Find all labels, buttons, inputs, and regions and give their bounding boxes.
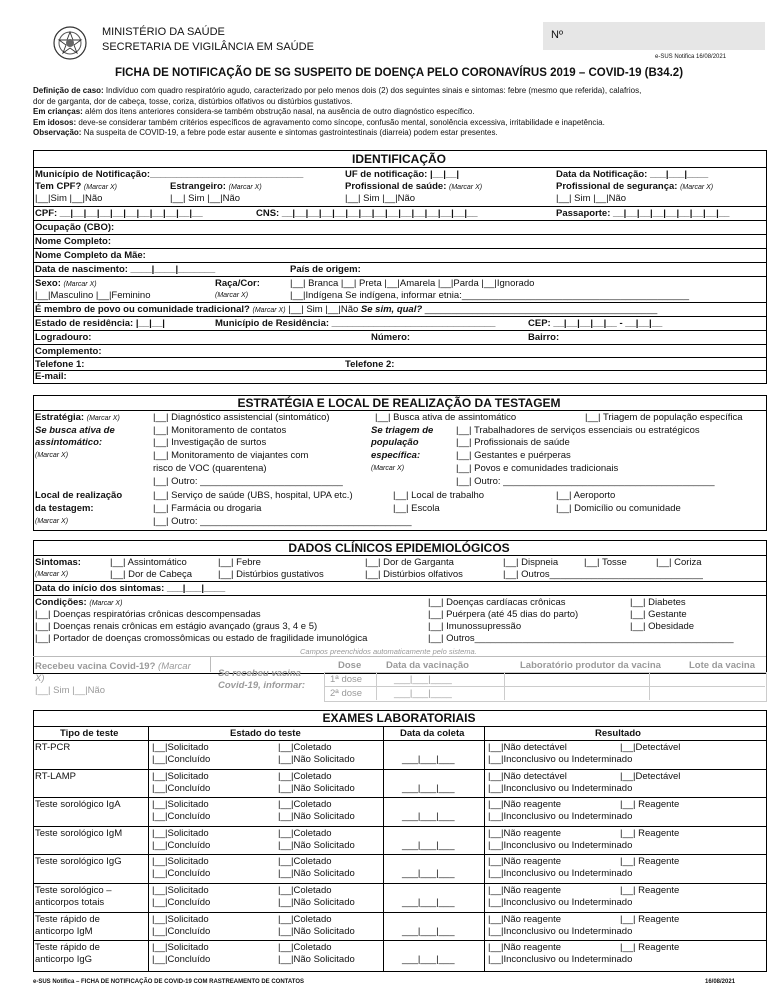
row-divider [33, 826, 766, 827]
exam-opt-concluido[interactable]: |__|Concluído [152, 839, 211, 851]
vacina-x: X) [35, 673, 45, 684]
cond-diabetes[interactable]: |__| Diabetes [630, 597, 686, 608]
coat-of-arms-icon [52, 25, 88, 61]
estrategia-label: Estratégia: [35, 412, 85, 423]
exam-result-inconclusive[interactable]: |__|Inconclusivo ou Indeterminado [488, 954, 633, 966]
exames-title: EXAMES LABORATORIAIS [322, 711, 476, 725]
exam-type: Teste sorológico – [35, 885, 112, 896]
exam-result-negative[interactable]: |__|Não detectável [488, 742, 567, 753]
case-definitions [33, 86, 765, 139]
data-vacinacao-header: Data da vacinação [386, 660, 469, 671]
estrangeiro-options[interactable]: |__| Sim |__|Não [170, 193, 241, 204]
busca-opt-contatos[interactable]: |__| Monitoramento de contatos [153, 425, 287, 436]
se-recebeu-1: Se recebeu vacina [218, 668, 301, 679]
exam-result-negative[interactable]: |__|Não reagente [488, 913, 562, 925]
se-recebeu-2: Covid-19, informar: [218, 680, 306, 691]
exam-opt-concluido[interactable]: |__|Concluído [152, 811, 211, 823]
local-label-2: da testagem: [35, 503, 94, 514]
nome-mae-field[interactable]: Nome Completo da Mãe: [35, 250, 146, 261]
busca-opt-voc: risco de VOC (quarentena) [153, 463, 267, 474]
sintoma-tosse[interactable]: |__| Tosse [584, 557, 627, 568]
exam-opt-coletado[interactable]: |__|Coletado [278, 742, 332, 753]
estado-res-field[interactable]: Estado de residência: |__|__| [35, 318, 165, 329]
povo-line[interactable]: ____________________________________________ [424, 304, 658, 315]
cond-puerpera[interactable]: |__| Puérpera (até 45 dias do parto) [428, 609, 579, 620]
exam-result-positive[interactable]: |__| Reagente [620, 827, 680, 839]
cond-gestante[interactable]: |__| Gestante [630, 609, 687, 620]
exam-result-inconclusive[interactable]: |__|Inconclusivo ou Indeterminado [488, 754, 633, 765]
dose-2-date[interactable]: ___|___|____ [394, 688, 452, 699]
sintoma-dor-cabeca[interactable]: |__| Dor de Cabeça [110, 569, 193, 580]
row-divider [33, 769, 766, 770]
row-divider [33, 883, 766, 884]
exam-type-line2: anticorpos totais [35, 897, 105, 908]
exam-opt-nao-solicitado[interactable]: |__|Não Solicitado [278, 868, 355, 880]
sintomas-label: Sintomas: [35, 557, 81, 568]
triagem-opt-profissionais[interactable]: |__| Profissionais de saúde [456, 437, 570, 448]
estrangeiro-label: Estrangeiro: [170, 181, 226, 192]
dose-header: Dose [338, 660, 362, 671]
triagem-label-3: específica: [371, 450, 421, 461]
prof-saude-options[interactable]: |__| Sim |__|Não [345, 193, 416, 204]
bairro-field[interactable]: Bairro: [528, 332, 560, 343]
exam-opt-coletado[interactable]: |__|Coletado [278, 770, 332, 782]
exam-date[interactable]: ___|___|___ [402, 811, 455, 823]
exam-result-inconclusive[interactable]: |__|Inconclusivo ou Indeterminado [488, 839, 633, 851]
exam-opt-solicitado[interactable]: |__|Solicitado [152, 942, 209, 954]
exam-opt-concluido[interactable]: |__|Concluído [152, 782, 211, 794]
cond-renais[interactable]: |__| Doenças renais crônicas em estágio avançado (graus 3, 4 e 5) [35, 621, 318, 632]
data-notif[interactable]: Data da Notificação: ___|___|____ [556, 169, 709, 180]
clinicos-title: DADOS CLÍNICOS EPIDEMIOLÓGICOS [288, 541, 510, 555]
exam-opt-nao-solicitado[interactable]: |__|Não Solicitado [278, 754, 355, 765]
email-field[interactable]: E-mail: [35, 371, 67, 382]
data-header: Data da coleta [400, 728, 465, 739]
sintoma-dispneia[interactable]: |__| Dispneia [503, 557, 559, 568]
triagem-label-2: população [371, 437, 419, 448]
exam-result-positive[interactable]: |__| Reagente [620, 856, 680, 868]
resultado-header: Resultado [595, 728, 641, 739]
dose-1-label: 1ª dose [330, 674, 363, 685]
secretariat-name: SECRETARIA DE VIGILÂNCIA EM SAÚDE [102, 41, 314, 53]
dose-2-label: 2ª dose [330, 688, 363, 699]
exam-opt-coletado[interactable]: |__|Coletado [278, 827, 332, 839]
telefone1-field[interactable]: Telefone 1: [35, 359, 85, 370]
number-label: Nº [551, 29, 563, 41]
local-opt-domicilio[interactable]: |__| Domicílio ou comunidade [556, 503, 681, 514]
busca-opt-surtos[interactable]: |__| Investigação de surtos [153, 437, 267, 448]
busca-opt-viajantes[interactable]: |__| Monitoramento de viajantes com [153, 450, 309, 461]
exam-date[interactable]: ___|___|___ [402, 839, 455, 851]
exam-opt-solicitado[interactable]: |__|Solicitado [152, 856, 209, 868]
exam-type: RT-LAMP [35, 770, 77, 782]
prof-seg-label: Profissional de segurança: [556, 181, 678, 192]
laboratorio-header: Laboratório produtor da vacina [520, 660, 661, 671]
exam-date[interactable]: ___|___|___ [402, 782, 455, 794]
exam-result-inconclusive[interactable]: |__|Inconclusivo ou Indeterminado [488, 925, 633, 937]
exam-opt-concluido[interactable]: |__|Concluído [152, 925, 211, 937]
triagem-opt-gestantes[interactable]: |__| Gestantes e puérperas [456, 450, 571, 461]
cond-cardiacas[interactable]: |__| Doenças cardíacas crônicas [428, 597, 566, 608]
exam-opt-coletado[interactable]: |__|Coletado [278, 856, 332, 868]
exam-result-positive[interactable]: |__| Reagente [620, 942, 680, 954]
estrategia-opt-triagem[interactable]: |__| Triagem de população específica [585, 412, 743, 423]
form-title: FICHA DE NOTIFICAÇÃO DE SG SUSPEITO DE DOENÇA PELO CORONAVÍRUS 2019 – COVID-19 (B34.2) [114, 67, 684, 79]
busca-marcar: (Marcar X) [35, 452, 69, 459]
exam-result-inconclusive[interactable]: |__|Inconclusivo ou Indeterminado [488, 811, 633, 823]
footer-left: e-SUS Notifica – FICHA DE NOTIFICAÇÃO DE COVID-19 COM RASTREAMENTO DE CONTATOS [33, 979, 305, 985]
prof-seg-options[interactable]: |__| Sim |__|Não [556, 193, 627, 204]
nome-field[interactable]: Nome Completo: [35, 236, 111, 247]
raca-label: Raça/Cor: [215, 278, 260, 289]
exam-opt-coletado[interactable]: |__|Coletado [278, 799, 332, 811]
numero-field[interactable]: Número: [371, 332, 411, 343]
exam-opt-concluido[interactable]: |__|Concluído [152, 897, 211, 908]
sintoma-garganta[interactable]: |__| Dor de Garganta [365, 557, 454, 568]
exam-result-negative[interactable]: |__|Não reagente [488, 827, 562, 839]
passaporte-field[interactable]: Passaporte: __|__|__|__|__|__|__|__|__ [556, 208, 730, 219]
exam-result-positive[interactable]: |__| Reagente [620, 799, 680, 811]
exam-date[interactable]: ___|___|___ [402, 954, 455, 966]
busca-label-2: assintomático: [35, 437, 103, 448]
povo-question: Se sim, qual? [360, 304, 423, 315]
exam-type: Teste sorológico IgG [35, 856, 122, 868]
local-opt-escola[interactable]: |__| Escola [393, 503, 440, 514]
exam-type-line2: anticorpo IgM [35, 925, 93, 937]
nascimento-field[interactable]: Data de nascimento: ____|____|_______ [35, 264, 216, 275]
local-opt-outro[interactable]: |__| Outro: ________________________________________ [153, 516, 412, 527]
cond-cromossomicas[interactable]: |__| Portador de doenças cromossômicas ou estado de fragilidade imunológica [35, 633, 368, 644]
pais-field[interactable]: País de origem: [290, 264, 361, 275]
exam-opt-solicitado[interactable]: |__|Solicitado [152, 799, 209, 811]
estrategia-opt-busca[interactable]: |__| Busca ativa de assintomático [375, 412, 517, 423]
municipio-res-field[interactable]: Município de Residência: _______________________________ [215, 318, 496, 329]
local-marcar: (Marcar X) [35, 518, 69, 525]
sexo-label: Sexo: [35, 278, 61, 289]
logradouro-field[interactable]: Logradouro: [35, 332, 92, 343]
lote-header: Lote da vacina [689, 660, 755, 671]
raca-marcar: (Marcar X) [215, 292, 249, 299]
uf-notif[interactable]: UF de notificação: |__|__| [345, 169, 460, 180]
cpf-question: Tem CPF? [35, 181, 82, 192]
cond-imunossupressao[interactable]: |__| Imunossupressão [428, 621, 522, 632]
sintoma-gustativos[interactable]: |__| Distúrbios gustativos [218, 569, 324, 580]
exam-result-negative[interactable]: |__|Não reagente [488, 799, 562, 811]
exam-opt-coletado[interactable]: |__|Coletado [278, 885, 332, 896]
definition-line: Observação: Na suspeita de COVID-19, a febre pode estar ausente e sintomas gastrointestinais (diarreia) podem estar presentes. [33, 128, 498, 137]
exam-type: Teste sorológico IgA [35, 799, 121, 811]
tipo-header: Tipo de teste [60, 728, 119, 739]
exam-opt-solicitado[interactable]: |__|Solicitado [152, 827, 209, 839]
sintomas-marcar: (Marcar X) [35, 571, 69, 578]
row-divider [33, 797, 766, 798]
exam-date[interactable]: ___|___|___ [402, 868, 455, 880]
exam-result-positive[interactable]: |__| Reagente [620, 885, 680, 896]
sintoma-olfativos[interactable]: |__| Distúrbios olfativos [365, 569, 463, 580]
estado-header: Estado do teste [230, 728, 301, 739]
municipio-notif[interactable]: Município de Notificação:_____________________________ [35, 169, 304, 180]
exam-opt-coletado[interactable]: |__|Coletado [278, 942, 332, 954]
sintoma-assintomatico[interactable]: |__| Assintomático [110, 557, 187, 568]
triagem-opt-trabalhadores[interactable]: |__| Trabalhadores de serviços essenciais ou estratégicos [456, 425, 700, 436]
exam-date[interactable]: ___|___|___ [402, 897, 455, 908]
local-opt-servico[interactable]: |__| Serviço de saúde (UBS, hospital, UPA etc.) [153, 490, 353, 501]
exam-type-line2: anticorpo IgG [35, 954, 93, 966]
cpf-options[interactable]: |__|Sim |__|Não [35, 193, 103, 204]
triagem-marcar: (Marcar X) [371, 465, 405, 472]
exam-opt-solicitado[interactable]: |__|Solicitado [152, 913, 209, 925]
exam-type: Teste rápido de [35, 942, 100, 954]
local-opt-aeroporto[interactable]: |__| Aeroporto [556, 490, 616, 501]
exam-opt-concluido[interactable]: |__|Concluído [152, 954, 211, 966]
local-opt-trabalho[interactable]: |__| Local de trabalho [393, 490, 485, 501]
vaccine-table [324, 658, 765, 700]
exam-opt-concluido[interactable]: |__|Concluído [152, 754, 211, 765]
exam-result-positive[interactable]: |__|Detectável [620, 742, 681, 753]
exam-opt-solicitado[interactable]: |__|Solicitado [152, 770, 209, 782]
exam-result-positive[interactable]: |__| Reagente [620, 913, 680, 925]
cpf-field[interactable]: CPF: __|__|__|__|__|__|__|__|__|__|__ [35, 208, 203, 219]
exam-opt-nao-solicitado[interactable]: |__|Não Solicitado [278, 782, 355, 794]
exam-opt-concluido[interactable]: |__|Concluído [152, 868, 211, 880]
exam-opt-nao-solicitado[interactable]: |__|Não Solicitado [278, 954, 355, 966]
exam-type: Teste sorológico IgM [35, 827, 123, 839]
busca-label-1: Se busca ativa de [35, 425, 115, 436]
triagem-label-1: Se triagem de [371, 425, 434, 436]
exam-opt-solicitado[interactable]: |__|Solicitado [152, 885, 209, 896]
exam-type: RT-PCR [35, 742, 71, 753]
triagem-opt-povos[interactable]: |__| Povos e comunidades tradicionais [456, 463, 619, 474]
triagem-opt-outro[interactable]: |__| Outro: ________________________________________ [456, 476, 715, 487]
exam-result-inconclusive[interactable]: |__|Inconclusivo ou Indeterminado [488, 897, 633, 908]
cond-obesidade[interactable]: |__| Obesidade [630, 621, 695, 632]
exam-result-inconclusive[interactable]: |__|Inconclusivo ou Indeterminado [488, 782, 633, 794]
auto-fields-note: Campos preenchidos automaticamente pelo sistema. [300, 647, 477, 656]
exam-result-negative[interactable]: |__|Não detectável [488, 770, 567, 782]
exam-type: Teste rápido de [35, 913, 100, 925]
inicio-sintomas-field[interactable]: Data do início dos sintomas: ___|___|____ [35, 583, 226, 594]
cond-respiratorias[interactable]: |__| Doenças respiratórias crônicas descompensadas [35, 609, 261, 620]
row-divider [33, 912, 766, 913]
busca-opt-outro[interactable]: |__| Outro: ___________________________ [153, 476, 343, 487]
number-box[interactable] [543, 22, 765, 50]
dose-1-date[interactable]: ___|___|____ [394, 674, 452, 685]
ocupacao-field[interactable]: Ocupação (CBO): [35, 222, 115, 233]
definition-line: Em idosos: deve-se considerar também critérios específicos de agravamento como síncope, confusão mental, sonolência excessiva, irritabilidade e inapetência. [33, 117, 605, 127]
exam-opt-coletado[interactable]: |__|Coletado [278, 913, 332, 925]
sintoma-coriza[interactable]: |__| Coriza [656, 557, 702, 568]
row-divider [33, 854, 766, 855]
raca-options-1[interactable]: |__| Branca |__| Preta |__|Amarela |__|Parda |__|Ignorado [290, 278, 535, 289]
povo-label: É membro de povo ou comunidade tradicional? [35, 304, 250, 315]
exam-opt-solicitado[interactable]: |__|Solicitado [152, 742, 209, 753]
definition-line: Em crianças: além dos itens anteriores considera-se também obstrução nasal, na ausência de outro diagnóstico específico. [33, 107, 475, 116]
exam-date[interactable]: ___|___|___ [402, 754, 455, 765]
exam-result-negative[interactable]: |__|Não reagente [488, 885, 562, 896]
local-label-1: Local de realização [35, 490, 123, 501]
telefone2-field[interactable]: Telefone 2: [345, 359, 395, 370]
definition-line: Definição de caso: Indivíduo com quadro respiratório agudo, caracterizado por pelo menos dois (2) dos seguintes sinais e sintomas: febre (mesmo que referida), calafrios, [33, 86, 642, 95]
exam-result-inconclusive[interactable]: |__|Inconclusivo ou Indeterminado [488, 868, 633, 880]
version-label: e-SUS Notifica 16/08/2021 [655, 54, 727, 60]
exam-result-negative[interactable]: |__|Não reagente [488, 856, 562, 868]
exam-result-negative[interactable]: |__|Não reagente [488, 942, 562, 954]
estrategia-title: ESTRATÉGIA E LOCAL DE REALIZAÇÃO DA TESTAGEM [237, 396, 561, 410]
cns-field[interactable]: CNS: __|__|__|__|__|__|__|__|__|__|__|__|__|__|__ [256, 208, 478, 219]
row-divider [33, 940, 766, 941]
estrategia-opt-diagnostico[interactable]: |__| Diagnóstico assistencial (sintomático) [153, 412, 330, 423]
exam-result-positive[interactable]: |__|Detectável [620, 770, 681, 782]
exam-opt-nao-solicitado[interactable]: |__|Não Solicitado [278, 925, 355, 937]
identification-title: IDENTIFICAÇÃO [352, 152, 446, 166]
povo-options[interactable]: |__| Sim |__|Não [288, 304, 359, 315]
cond-outros[interactable]: |__| Outros_________________________________________________ [428, 633, 734, 644]
exam-opt-nao-solicitado[interactable]: |__|Não Solicitado [278, 897, 355, 908]
raca-options-2[interactable]: |__|Indígena Se indígena, informar etnia:___________________________________________ [290, 290, 690, 301]
vacina-question: Recebeu vacina Covid-19? [35, 661, 156, 672]
prof-saude-label: Profissional de saúde: [345, 181, 447, 192]
definition-line: dor de garganta, dor de cabeça, tosse, coriza, distúrbios olfativos ou distúrbios gustativos. [33, 96, 353, 106]
vacina-options[interactable]: |__| Sim |__|Não [35, 685, 106, 696]
cep-field[interactable]: CEP: __|__|__|__|__ - __|__|__ [528, 318, 663, 329]
complemento-field[interactable]: Complemento: [35, 346, 102, 357]
exam-date[interactable]: ___|___|___ [402, 925, 455, 937]
local-opt-farmacia[interactable]: |__| Farmácia ou drogaria [153, 503, 262, 514]
sintoma-febre[interactable]: |__| Febre [218, 557, 261, 568]
condicoes-label: Condições: [35, 597, 87, 608]
footer-right: 16/08/2021 [705, 979, 736, 985]
ministry-name: MINISTÉRIO DA SAÚDE [102, 26, 225, 38]
sintoma-outros[interactable]: |__| Outros_____________________________ [503, 569, 703, 580]
exam-opt-nao-solicitado[interactable]: |__|Não Solicitado [278, 811, 355, 823]
sexo-options[interactable]: |__|Masculino |__|Feminino [35, 290, 151, 301]
exam-opt-nao-solicitado[interactable]: |__|Não Solicitado [278, 839, 355, 851]
